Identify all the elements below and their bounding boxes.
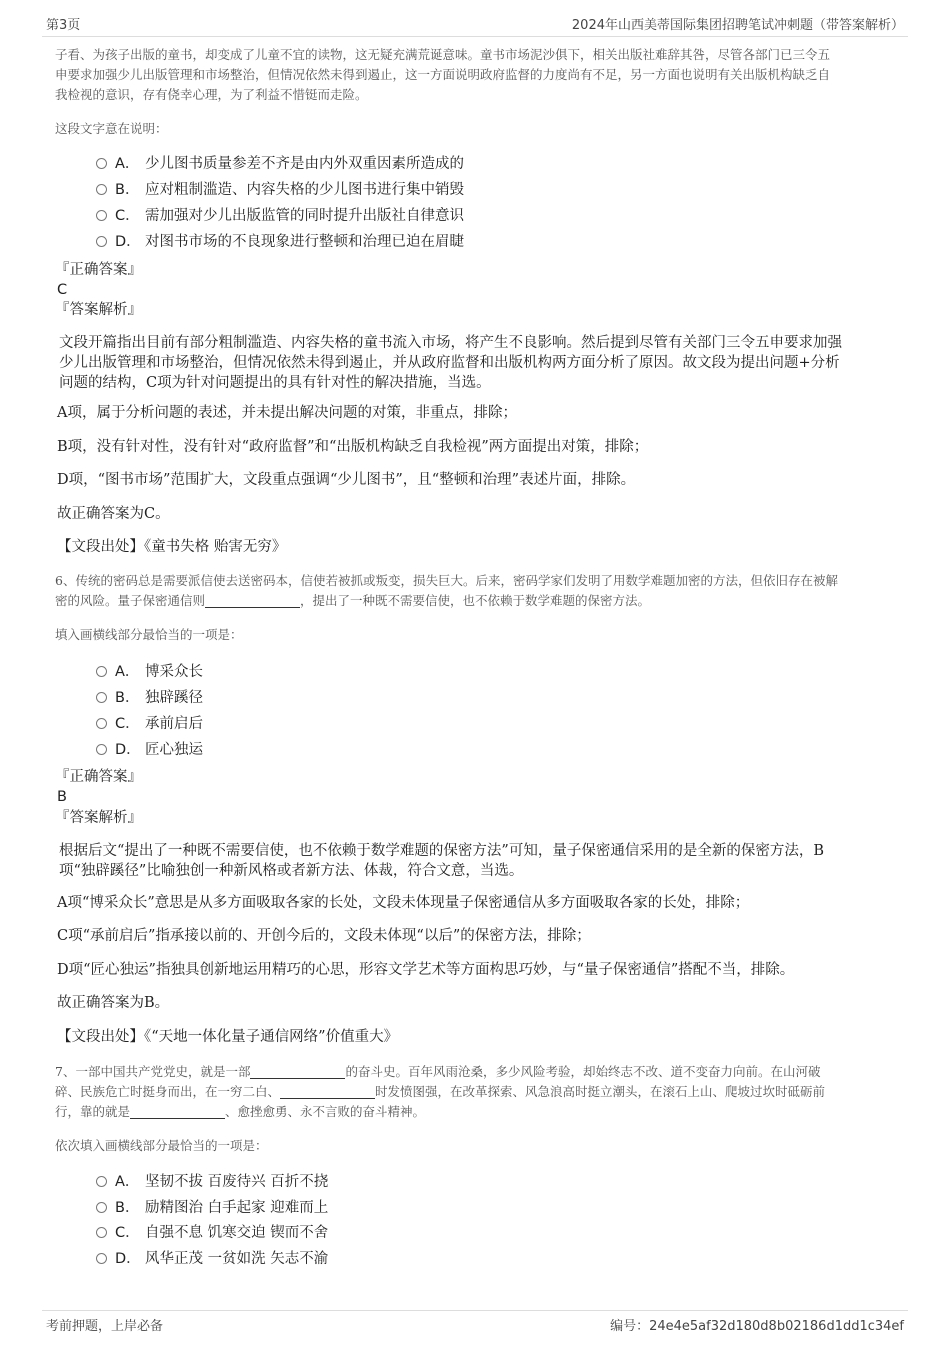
q5-analysis-line: 少儿出版管理和市场整治，但情况依然未得到遏止，并从政府监督和出版机构两方面分析了原因。故文段为提出问题+分析 [59,355,840,371]
q5-passage-line: 我检视的意识，存有侥幸心理，为了利益不惜铤而走险。 [55,87,368,102]
q5-option-b[interactable]: B． 应对粗制滥造、内容失格的少儿图书进行集中销毁 [96,179,464,201]
q7-option-a[interactable]: A． 坚韧不拔 百废待兴 百折不挠 [96,1171,328,1193]
q6-answer: B [57,789,67,805]
q5-note-d: D项，“图书市场”范围扩大，文段重点强调“少儿图书”，且“整顿和治理”表述片面，排除。 [57,472,636,488]
radio-icon[interactable] [96,1227,107,1238]
q7-option-b[interactable]: B． 励精图治 白手起家 迎难而上 [96,1197,328,1219]
radio-icon[interactable] [96,744,107,755]
q5-note-b: B项，没有针对性，没有针对“政府监督”和“出版机构缺乏自我检视”两方面提出对策，排除； [57,439,649,455]
radio-icon[interactable] [96,1253,107,1264]
q5-passage-line: 子看、为孩子出版的童书，却变成了儿童不宜的读物，这无疑充满荒诞意味。童书市场泥沙俱下，相关出版社难辞其咎，尽管各部门已三令五 [55,47,831,62]
q5-analysis [59,333,899,393]
q5-option-d[interactable]: D． 对图书市场的不良现象进行整顿和治理已迫在眉睫 [96,231,464,253]
q6-answer-label: 『正确答案』 [55,769,142,785]
q5-note-a: A项，属于分析问题的表述，并未提出解决问题的对策，非重点，排除； [57,405,517,421]
q6-note-c: C项“承前启后”指承接以前的、开创今后的，文段未体现“以后”的保密方法，排除； [57,928,591,944]
page-header [42,10,908,37]
q6-source: 【文段出处】《“天地一体化量子通信网络”价值重大》 [57,1029,399,1045]
fill-blank [205,593,300,608]
q5-analysis-label: 『答案解析』 [55,302,142,318]
q6-analysis-line: 根据后文“提出了一种既不需要信使，也不依赖于数学难题的保密方法”可知，量子保密通信采用的是全新的保密方法，B [59,843,824,859]
q5-passage-line: 申要求加强少儿出版管理和市场整治，但情况依然未得到遏止，这一方面说明政府监督的力度尚有不足，另一方面也说明有关出版机构缺乏自 [55,67,831,82]
q5-answer-label: 『正确答案』 [55,262,142,278]
radio-icon[interactable] [96,1176,107,1187]
q6-prompt: 填入画横线部分最恰当的一项是： [55,627,243,642]
q5-source: 【文段出处】《童书失格 贻害无穷》 [57,539,287,555]
document-title: 2024年山西美蒂国际集团招聘笔试冲刺题（带答案解析） [571,18,904,33]
q5-conclusion: 故正确答案为C。 [57,506,170,522]
q7-question-line: 碎、民族危亡时挺身而出，在一穷二白、 时发愤图强，在改革探索、风急浪高时挺立潮头，在滚石上山、爬坡过坎时砥砺前 [55,1084,826,1099]
q5-analysis-line: 问题的结构，C项为针对问题提出的具有针对性的解决措施，当选。 [59,375,491,391]
q6-option-b[interactable]: B． 独辟蹊径 [96,687,203,709]
q5-passage [55,45,905,105]
q7-question-line: 7、一部中国共产党党史，就是一部 的奋斗史。百年风雨沧桑，多少风险考验，却始终志不改、道不变奋力向前。在山河破 [55,1064,821,1079]
q6-analysis-line: 项“独辟蹊径”比喻独创一种新风格或者新方法、体裁，符合文意，当选。 [59,863,524,879]
q6-conclusion: 故正确答案为B。 [57,995,170,1011]
fill-blank [280,1084,375,1099]
document-id: 编号：24e4e5af32d180d8b02186d1dd1c34ef [610,1319,904,1334]
radio-icon[interactable] [96,718,107,729]
radio-icon[interactable] [96,210,107,221]
fill-blank [250,1064,345,1079]
q6-note-a: A项“博采众长”意思是从多方面吸取各家的长处，文段未体现量子保密通信从多方面吸取各家的长处，排除； [57,895,750,911]
q6-analysis [59,841,899,881]
q6-question [55,571,905,611]
q7-option-c[interactable]: C． 自强不息 饥寒交迫 锲而不舍 [96,1222,328,1244]
q6-option-d[interactable]: D． 匠心独运 [96,739,203,761]
radio-icon[interactable] [96,236,107,247]
page-number: 第3页 [46,18,81,33]
q7-prompt: 依次填入画横线部分最恰当的一项是： [55,1138,268,1153]
q6-note-d: D项“匠心独运”指独具创新地运用精巧的心思，形容文学艺术等方面构思巧妙，与“量子保密通信”搭配不当，排除。 [57,962,795,978]
q7-question-line: 行，靠的就是 、愈挫愈勇、永不言败的奋斗精神。 [55,1104,426,1119]
page-footer [42,1310,908,1337]
radio-icon[interactable] [96,1202,107,1213]
footer-slogan: 考前押题，上岸必备 [46,1319,164,1334]
q5-option-a[interactable]: A． 少儿图书质量参差不齐是由内外双重因素所造成的 [96,153,464,175]
q6-question-line: 密的风险。量子保密通信则 ，提出了一种既不需要信使，也不依赖于数学难题的保密方法。 [55,593,651,608]
radio-icon[interactable] [96,158,107,169]
q6-option-a[interactable]: A． 博采众长 [96,661,203,683]
fill-blank [130,1104,225,1119]
q5-analysis-line: 文段开篇指出目前有部分粗制滥造、内容失格的童书流入市场，将产生不良影响。然后提到尽管有关部门三令五申要求加强 [59,335,842,351]
q6-analysis-label: 『答案解析』 [55,810,142,826]
q5-answer: C [57,282,68,298]
q7-option-d[interactable]: D． 风华正茂 一贫如洗 矢志不渝 [96,1248,328,1270]
q5-prompt: 这段文字意在说明： [55,121,168,136]
q6-option-c[interactable]: C． 承前启后 [96,713,203,735]
radio-icon[interactable] [96,692,107,703]
q5-option-c[interactable]: C． 需加强对少儿出版监管的同时提升出版社自律意识 [96,205,464,227]
radio-icon[interactable] [96,666,107,677]
radio-icon[interactable] [96,184,107,195]
q7-question [55,1062,905,1122]
q6-question-line: 6、传统的密码总是需要派信使去送密码本，信使若被抓或叛变，损失巨大。后来，密码学家们发明了用数学难题加密的方法，但依旧存在被解 [55,573,838,588]
